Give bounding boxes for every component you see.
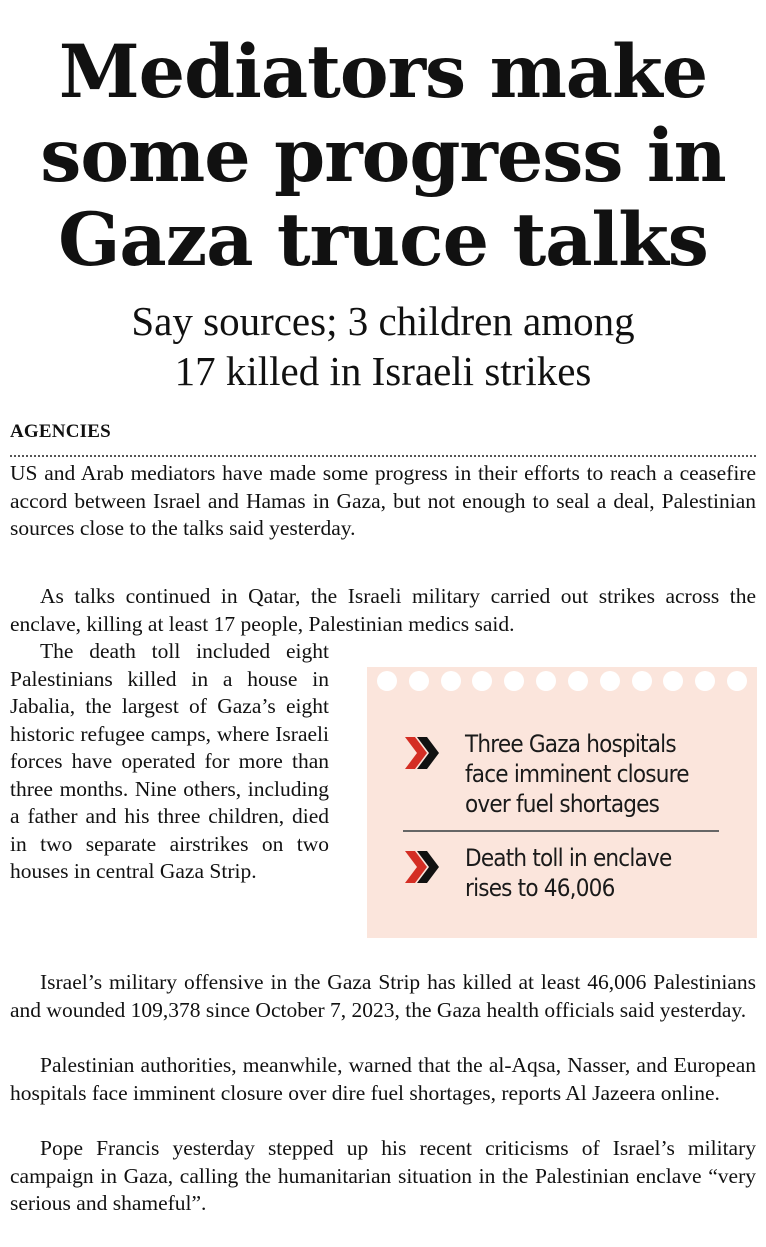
body-paragraph-4: Israel’s military offensive in the Gaza Strip has killed at least 46,006 Palestinians and wounded 109,378 since October 7, 2023, the Gaza health officials said yesterday. <box>10 970 756 1022</box>
body-paragraph-6: Pope Francis yesterday stepped up his recent criticisms of Israel’s military campaign in Gaza, calling the humanitarian situation in the Palestinian enclave “very serious and shameful”. <box>10 1136 756 1215</box>
notepad-hole <box>409 671 429 691</box>
subheadline-line-1: Say sources; 3 children among <box>131 298 635 344</box>
highlight-line: Three Gaza hospitals <box>465 730 676 758</box>
double-chevron-right-icon <box>403 847 443 887</box>
body-paragraph-3: The death toll included eight Palestinians killed in a house in Jabalia, the largest of Gaza’s eight historic refugee camps, where Israeli forces have operated for more than three months. Nine others, including a father and his three children, died in two separate airstrikes on two houses in central Gaza Strip. <box>10 639 329 883</box>
headline <box>0 30 766 282</box>
highlight-line: Death toll in enclave <box>465 844 672 872</box>
notepad-hole <box>663 671 683 691</box>
headline-line-2: some progress in <box>40 113 726 199</box>
highlights-box <box>367 667 757 938</box>
headline-line-1: Mediators make <box>58 29 708 115</box>
headline-line-3: Gaza truce talks <box>58 197 708 283</box>
highlight-line: rises to 46,006 <box>465 874 615 902</box>
double-chevron-right-icon <box>403 733 443 773</box>
notepad-hole <box>632 671 652 691</box>
notepad-hole <box>472 671 492 691</box>
byline: AGENCIES <box>10 421 111 442</box>
highlight-divider <box>403 830 719 832</box>
notepad-hole <box>504 671 524 691</box>
byline-divider <box>10 455 756 457</box>
notepad-holes <box>377 671 747 695</box>
notepad-hole <box>600 671 620 691</box>
highlight-text <box>465 843 671 903</box>
subheadline <box>0 296 766 396</box>
notepad-hole <box>441 671 461 691</box>
body-paragraph-2: As talks continued in Qatar, the Israeli military carried out strikes across the enclave, killing at least 17 people, Palestinian medics said. <box>10 584 756 636</box>
notepad-hole <box>727 671 747 691</box>
notepad-hole <box>568 671 588 691</box>
body-paragraph-1: US and Arab mediators have made some progress in their efforts to reach a ceasefire accord between Israel and Hamas in Gaza, but not enough to seal a deal, Palestinian sources close to the talks said yesterday. <box>10 461 756 540</box>
highlight-text <box>465 729 689 819</box>
notepad-hole <box>536 671 556 691</box>
highlight-line: face imminent closure <box>465 760 689 788</box>
notepad-hole <box>695 671 715 691</box>
highlight-item-death-toll <box>403 843 733 903</box>
notepad-hole <box>377 671 397 691</box>
subheadline-line-2: 17 killed in Israeli strikes <box>174 348 592 394</box>
highlight-line: over fuel shortages <box>465 790 660 818</box>
highlight-item-hospitals <box>403 729 733 819</box>
body-paragraph-5: Palestinian authorities, meanwhile, warned that the al-Aqsa, Nasser, and European hospitals face imminent closure over dire fuel shortages, reports Al Jazeera online. <box>10 1053 756 1105</box>
